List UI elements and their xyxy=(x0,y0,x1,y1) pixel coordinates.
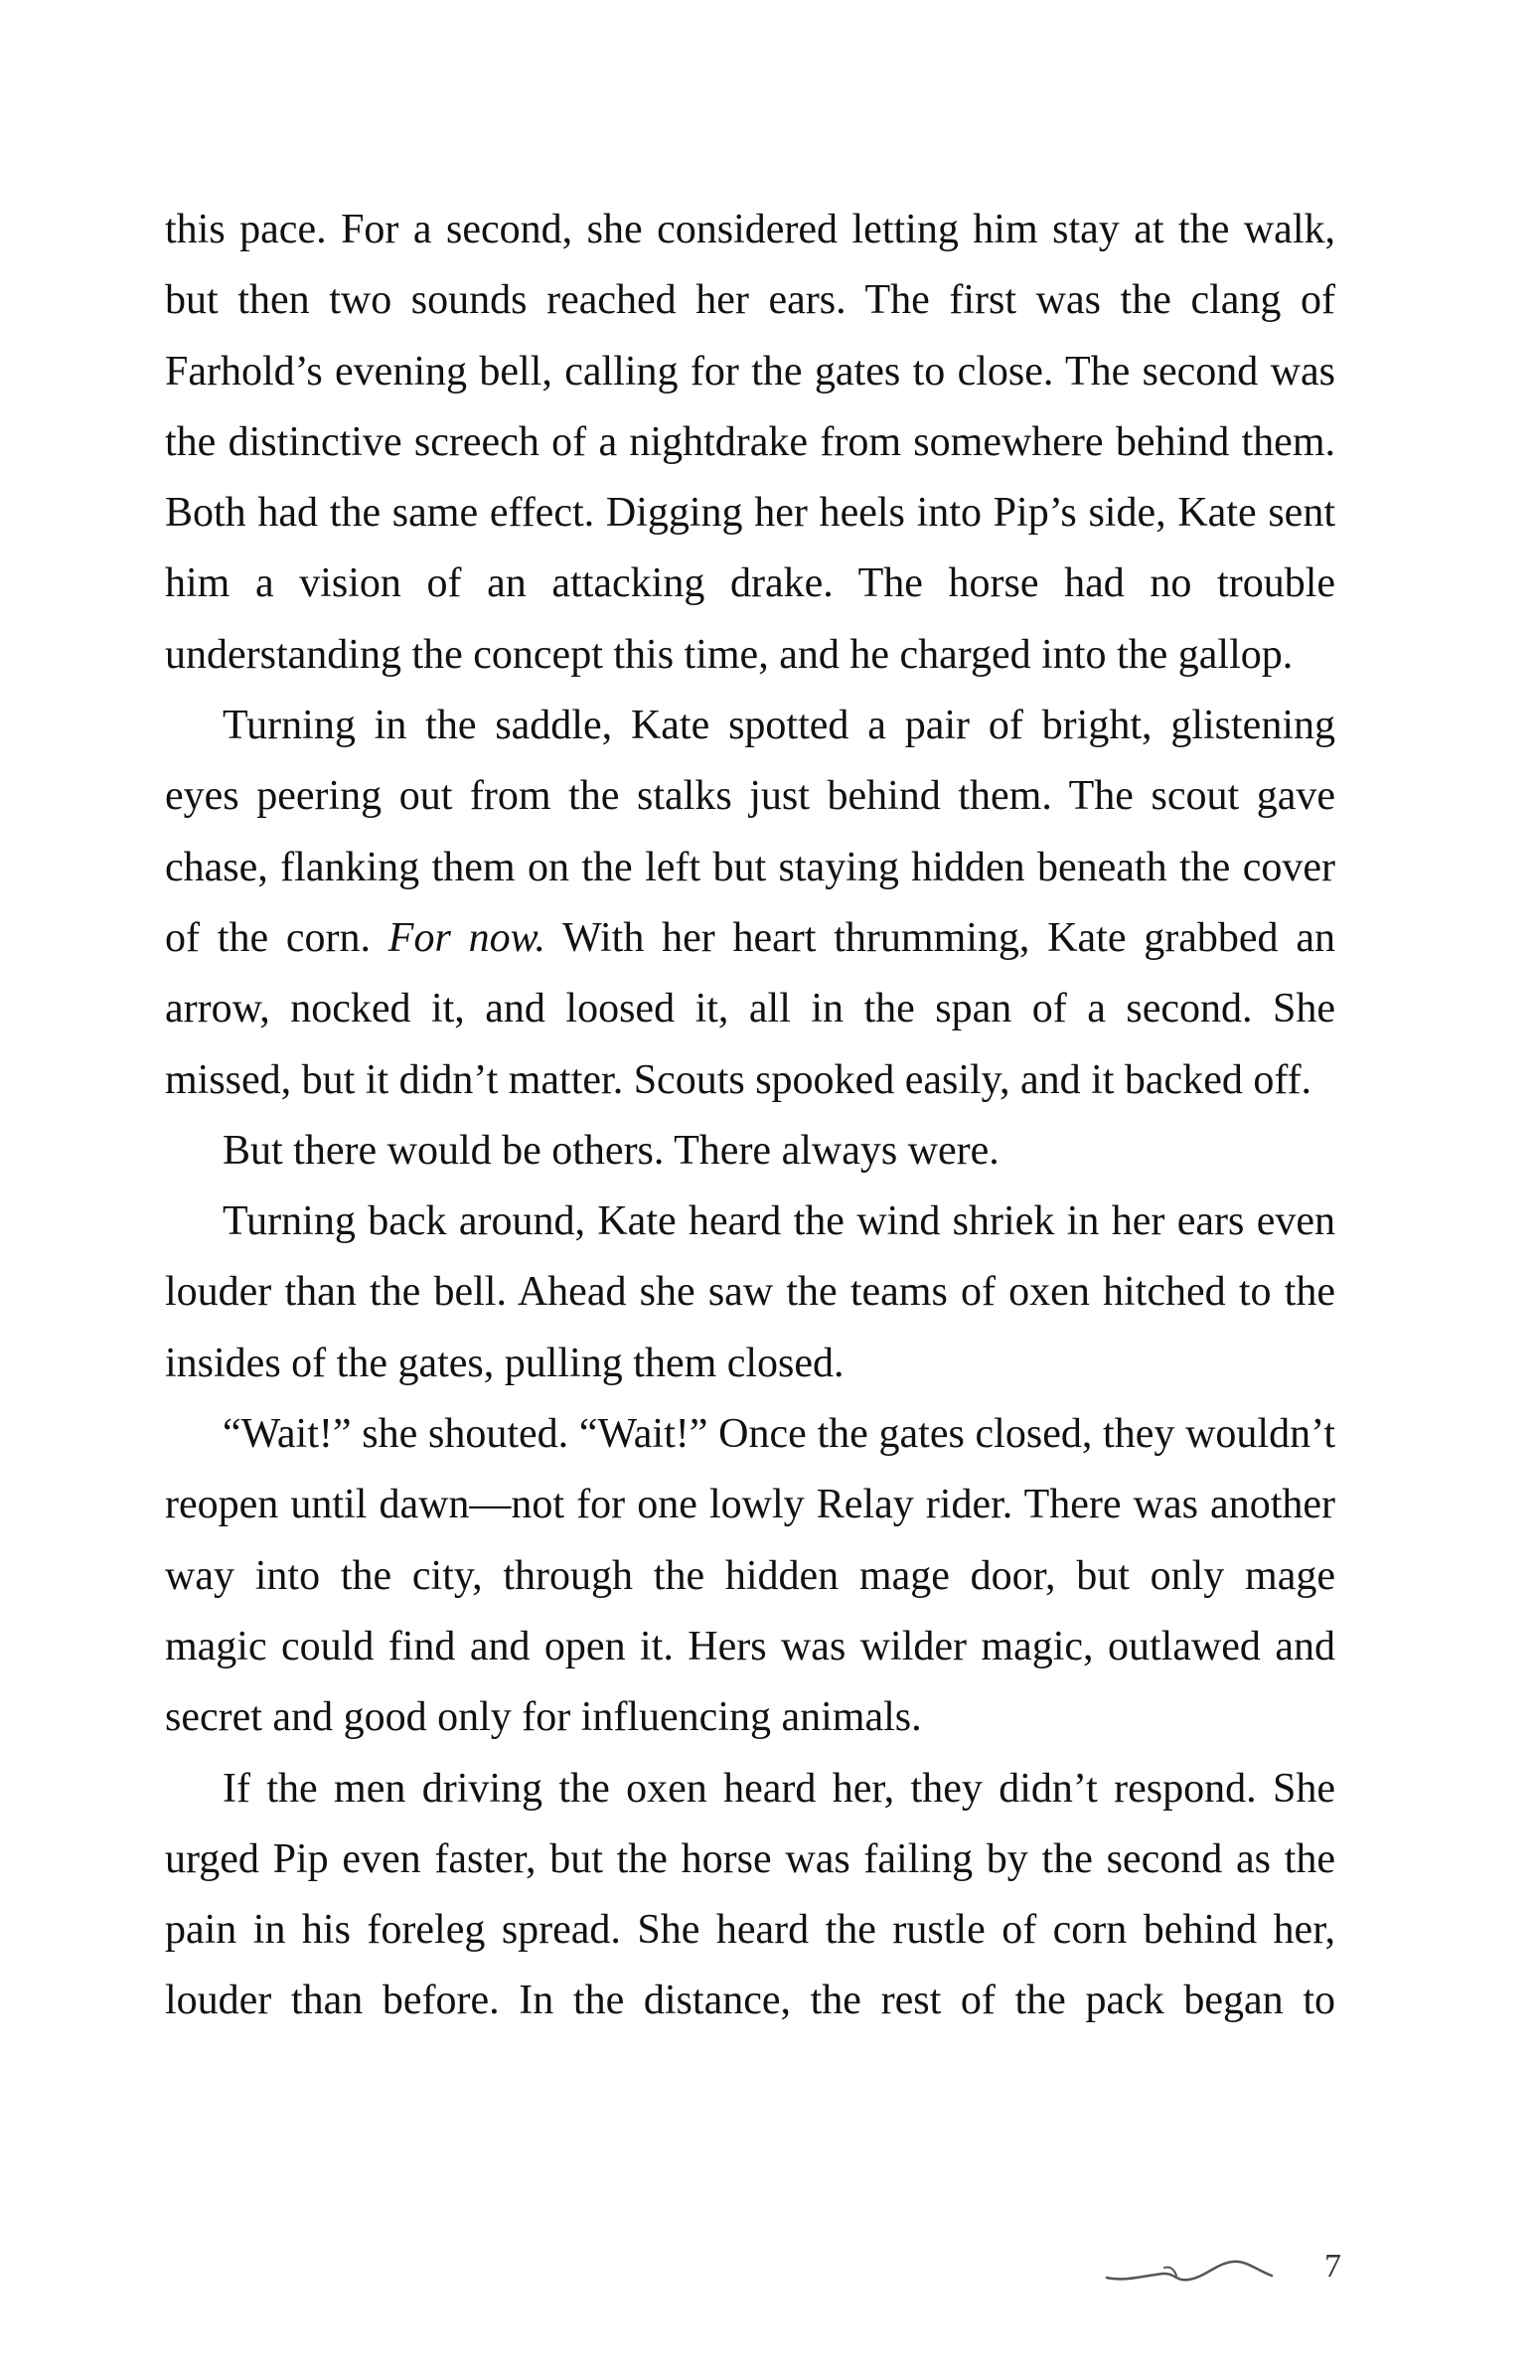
paragraph: “Wait!” she shouted. “Wait!” Once the gates closed, they wouldn’t reopen until dawn—not for one lowly Relay rider. There was another way into the city, through the hidden mage door, but only mage magic could find and open it. Hers was wilder magic, outlawed and secret and good only for influencing animals. xyxy=(165,1411,1335,1741)
swash-ornament-icon xyxy=(1105,2252,1304,2297)
page-footer xyxy=(1093,2244,1341,2303)
paragraph-text: With her heart thrumming, Kate grabbed an arrow, nocked it, and loosed it, all in the span of a second. She missed, but it didn’t matter. Scouts spooked easily, and it backed off. xyxy=(165,914,1335,1103)
paragraph: But there would be others. There always were. xyxy=(223,1127,1000,1174)
body-text xyxy=(165,195,1335,2037)
italic-phrase: For now. xyxy=(387,914,545,961)
paragraph: If the men driving the oxen heard her, they didn’t respond. She urged Pip even faster, but the horse was failing by the second as the pain in his foreleg spread. She heard the rustle of corn behind her, louder than before. In the distance, the rest of the pack began to xyxy=(165,1765,1335,2024)
page-number: 7 xyxy=(1324,2248,1341,2285)
paragraph-text: Turning in the saddle, Kate spotted a pair of bright, glistening eyes peering out from the stalks just behind them. The scout gave chase, flanking them on the left but staying hidden beneath the cover of the corn. xyxy=(165,703,1335,961)
paragraph: this pace. For a second, she considered letting him stay at the walk, but then two sounds reached her ears. The first was the clang of Farhold’s evening bell, calling for the gates to close. The second was the distinctive screech of a nightdrake from somewhere behind them. Both had the same effect. Digging her heels into Pip’s side, Kate sent him a vision of an attacking drake. The horse had no trouble understanding the concept this time, and he charged into the gallop. xyxy=(165,207,1335,678)
paragraph: Turning back around, Kate heard the wind shriek in her ears even louder than the bell. Ahead she saw the teams of oxen hitched to the insides of the gates, pulling them closed. xyxy=(165,1198,1335,1386)
paragraph xyxy=(165,691,1335,1116)
